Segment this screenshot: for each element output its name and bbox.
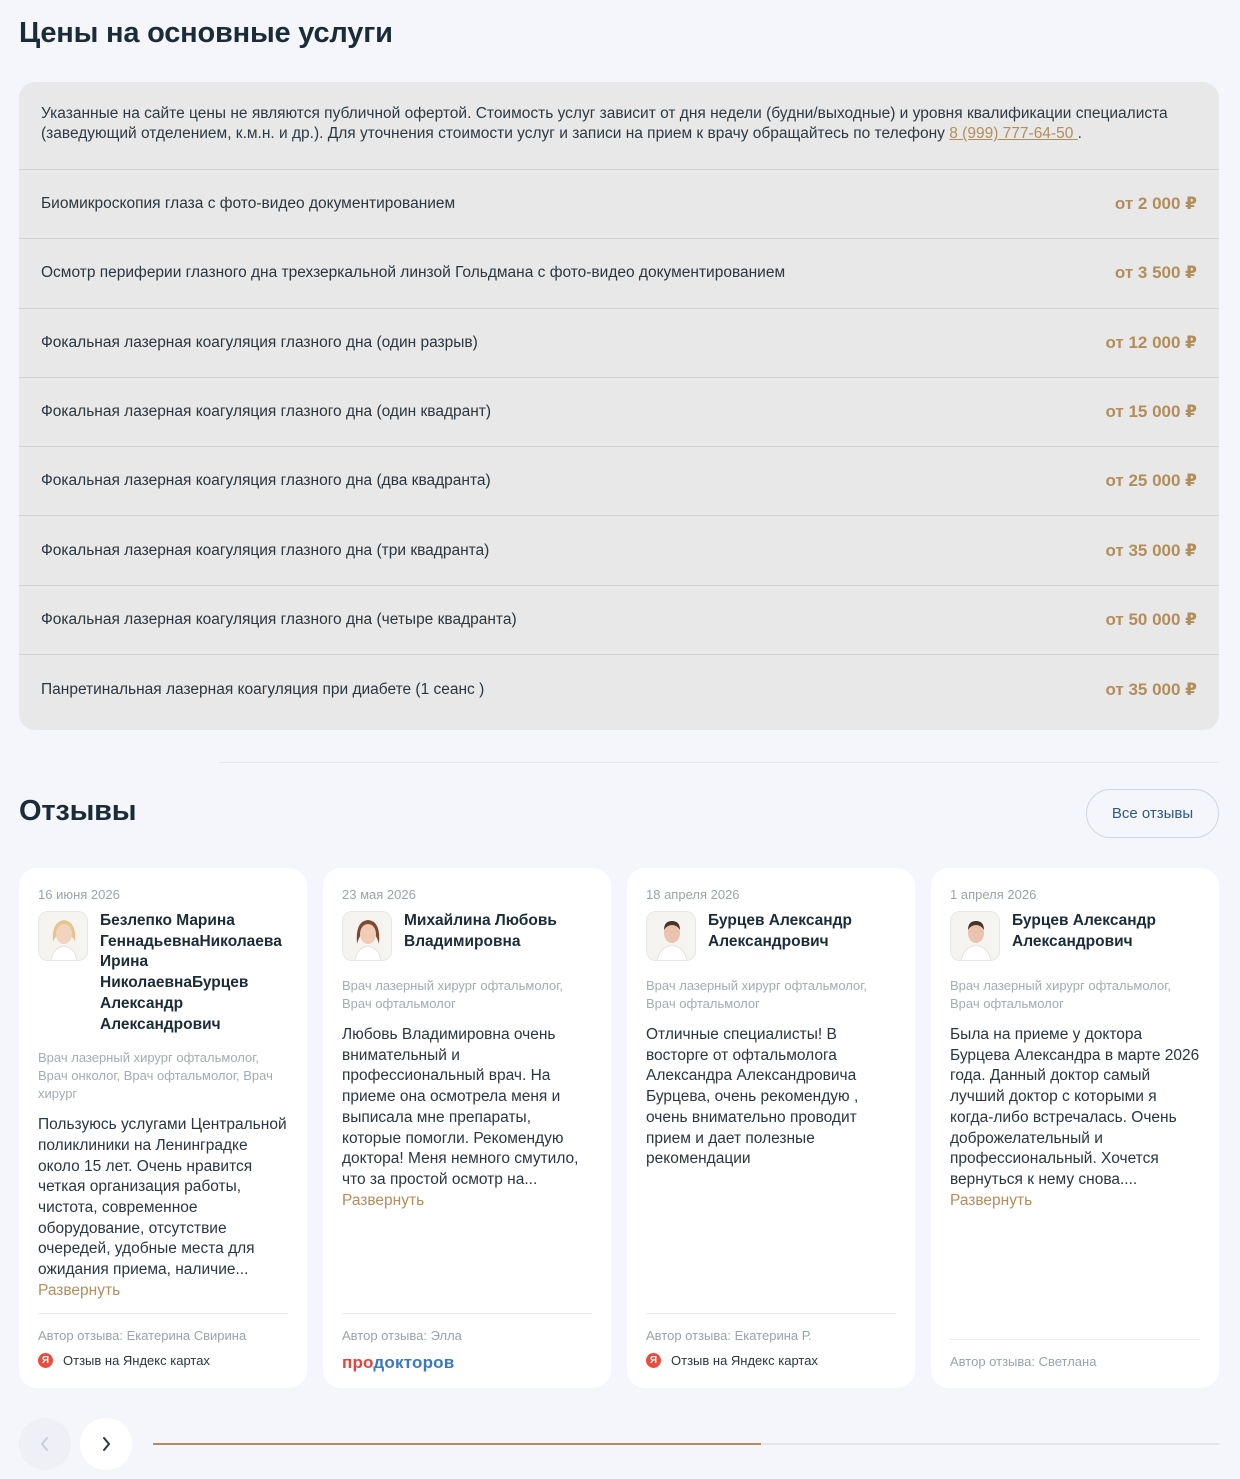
service-name: Фокальная лазерная коагуляция глазного дна (один разрыв) (41, 333, 478, 351)
carousel-progress-track[interactable] (153, 1443, 1219, 1445)
doctor-name: Бурцев Александр Александрович (708, 912, 852, 950)
yandex-maps-icon: Я (38, 1353, 53, 1368)
service-price: от 35 000 ₽ (1105, 679, 1197, 699)
doctor-specialty: Врач лазерный хирург офтальмолог, Врач офтальмолог (950, 978, 1171, 1011)
doctor-name: Безлепко Марина ГеннадьевнаНиколаева Ирина НиколаевнаБурцев Александр Александрович (100, 912, 282, 1033)
phone-link[interactable]: 8 (999) 777-64-50 (949, 125, 1078, 142)
review-author: Автор отзыва: Светлана (950, 1354, 1097, 1369)
review-date: 18 апреля 2026 (646, 887, 740, 902)
price-row (19, 170, 1219, 239)
service-price: от 12 000 ₽ (1105, 332, 1197, 352)
doctor-specialty: Врач лазерный хирург офтальмолог, Врач офтальмолог (342, 978, 563, 1011)
expand-link[interactable]: Развернуть (38, 1281, 121, 1299)
review-author: Автор отзыва: Екатерина Р. (646, 1328, 812, 1343)
service-price: от 50 000 ₽ (1105, 609, 1197, 629)
chevron-right-icon (99, 1435, 113, 1453)
review-card (627, 868, 915, 1388)
disclaimer-text: Указанные на сайте цены не являются публичной офертой. Стоимость услуг зависит от дня недели (будни/выходные) и уровня квалификации специалиста (заведующий отделением, к.м.н. и др.). Для уточнения стоимости услуг и записи на прием к врачу обращайтесь по телефону (41, 105, 1168, 142)
doctor-avatar (38, 911, 88, 961)
review-source[interactable] (342, 1353, 592, 1373)
carousel-prev-button[interactable] (19, 1418, 71, 1470)
service-name: Фокальная лазерная коагуляция глазного дна (три квадранта) (41, 541, 490, 559)
service-name: Биомикроскопия глаза с фото-видео документированием (41, 195, 456, 213)
price-row (19, 447, 1219, 516)
reviews-title: Отзывы (19, 795, 137, 827)
doctor-info[interactable] (38, 911, 288, 1035)
price-row (19, 516, 1219, 585)
review-source-label: Отзыв на Яндекс картах (671, 1353, 818, 1368)
review-footer (342, 1313, 592, 1373)
all-reviews-button[interactable]: Все отзывы (1086, 789, 1219, 838)
doctor-specialty: Врач лазерный хирург офтальмолог, Врач онколог, Врач офтальмолог, Врач хирург (38, 1050, 273, 1102)
review-text: Любовь Владимировна очень внимательный и профессиональный врач. На приеме она осмотрела меня и выписала мне препараты, которые помогли. Рекомендую доктора! Меня немного смутило, что за простой осмотр на... (342, 1026, 579, 1188)
reviews-carousel (19, 868, 1219, 1388)
doctor-avatar (646, 911, 696, 961)
section-divider (219, 762, 1219, 763)
service-name: Фокальная лазерная коагуляция глазного дна (один квадрант) (41, 403, 492, 421)
doctor-info[interactable] (646, 911, 896, 961)
service-name: Фокальная лазерная коагуляция глазного дна (четыре квадранта) (41, 610, 517, 628)
review-source-label: Отзыв на Яндекс картах (63, 1353, 210, 1368)
doctor-info[interactable] (950, 911, 1200, 961)
review-card (931, 868, 1219, 1388)
service-name: Фокальная лазерная коагуляция глазного дна (два квадранта) (41, 472, 491, 490)
review-author: Автор отзыва: Екатерина Свирина (38, 1328, 247, 1343)
review-text: Отличные специалисты! В восторге от офтальмолога Александра Александровича Бурцева, очень рекомендую , очень внимательно проводит прием и дает полезные рекомендации (646, 1026, 859, 1168)
review-date: 23 мая 2026 (342, 887, 416, 902)
carousel-next-button[interactable] (80, 1418, 132, 1470)
price-row (19, 239, 1219, 308)
review-date: 16 июня 2026 (38, 887, 120, 902)
doctor-avatar (342, 911, 392, 961)
prodoctorov-logo: продокторов (342, 1353, 455, 1372)
review-source[interactable] (646, 1353, 896, 1368)
review-author: Автор отзыва: Элла (342, 1328, 462, 1343)
service-price: от 2 000 ₽ (1114, 194, 1197, 214)
price-row (19, 309, 1219, 378)
price-disclaimer (19, 82, 1219, 170)
review-footer (950, 1339, 1200, 1369)
review-footer (38, 1313, 288, 1368)
doctor-name: Бурцев Александр Александрович (1012, 912, 1156, 950)
yandex-maps-icon: Я (646, 1353, 661, 1368)
service-price: от 3 500 ₽ (1114, 263, 1197, 283)
doctor-info[interactable] (342, 911, 592, 961)
chevron-left-icon (38, 1435, 52, 1453)
doctor-name: Михайлина Любовь Владимировна (404, 912, 557, 950)
review-date: 1 апреля 2026 (950, 887, 1037, 902)
disclaimer-end: . (1077, 125, 1082, 142)
review-card (323, 868, 611, 1388)
price-row (19, 586, 1219, 655)
expand-link[interactable]: Развернуть (950, 1191, 1033, 1209)
service-price: от 35 000 ₽ (1105, 540, 1197, 560)
review-text: Была на приеме у доктора Бурцева Александра в марте 2026 года. Данный доктор самый лучший доктор с которыми я когда-либо встречалась. Очень доброжелательный и профессиональный. Хочется вернуться к нему снова.... (950, 1026, 1200, 1188)
price-row (19, 378, 1219, 447)
price-row (19, 655, 1219, 724)
doctor-specialty: Врач лазерный хирург офтальмолог, Врач офтальмолог (646, 978, 867, 1011)
review-source[interactable] (38, 1353, 288, 1368)
review-text: Пользуюсь услугами Центральной поликлиники на Ленинградке около 15 лет. Очень нравится четкая организация работы, чистота, современное оборудование, отсутствие очередей, удобные места для ожидания приема, наличие... (38, 1116, 287, 1279)
review-card (19, 868, 307, 1388)
prices-title: Цены на основные услуги (19, 17, 393, 49)
service-name: Осмотр периферии глазного дна трехзеркальной линзой Гольдмана с фото-видео документированием (41, 264, 786, 282)
price-table (19, 82, 1219, 730)
service-price: от 25 000 ₽ (1105, 471, 1197, 491)
carousel-progress-fill (153, 1443, 761, 1445)
review-footer (646, 1313, 896, 1368)
expand-link[interactable]: Развернуть (342, 1191, 425, 1209)
service-name: Панретинальная лазерная коагуляция при диабете (1 сеанс ) (41, 680, 485, 698)
service-price: от 15 000 ₽ (1105, 402, 1197, 422)
doctor-avatar (950, 911, 1000, 961)
